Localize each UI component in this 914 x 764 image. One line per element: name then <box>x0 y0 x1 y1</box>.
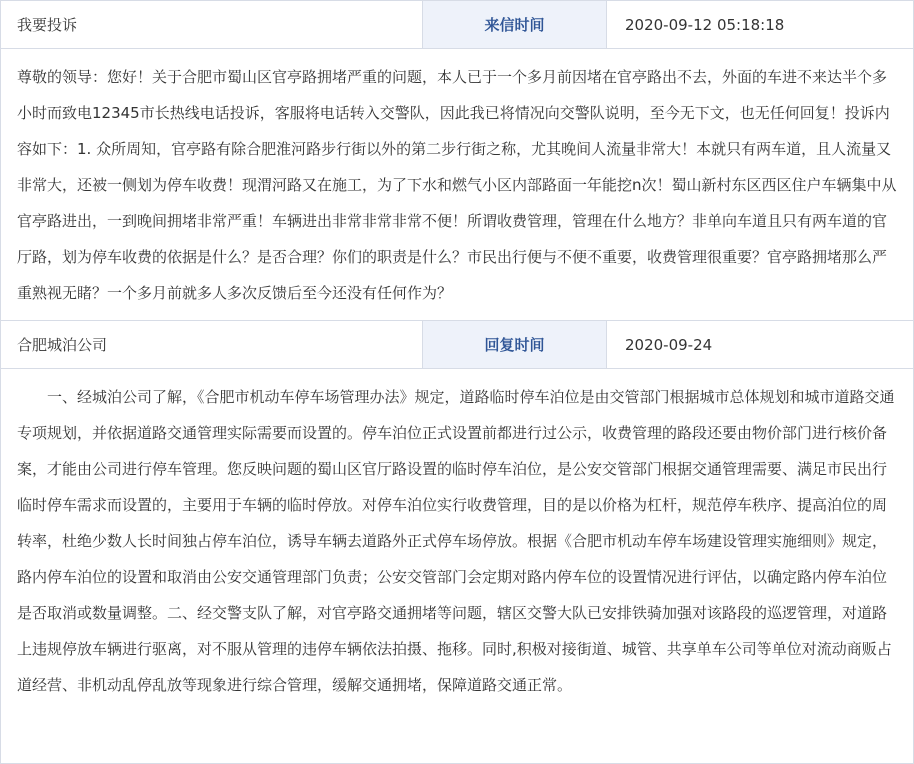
complaint-header-row <box>1 1 913 49</box>
reply-title: 合肥城泊公司 <box>1 321 423 368</box>
reply-time-label: 回复时间 <box>423 321 607 368</box>
complaint-title: 我要投诉 <box>1 1 423 48</box>
reply-content: 一、经城泊公司了解，《合肥市机动车停车场管理办法》规定，道路临时停车泊位是由交管部门根据城市总体规划和城市道路交通专项规划，并依据道路交通管理实际需要而设置的。停车泊位正式设置前都进行过公示，收费管理的路段还要由物价部门进行核价备案，才能由公司进行停车管理。您反映问题的蜀山区官厅路设置的临时停车泊位，是公安交管部门根据交通管理需要、满足市民出行临时停车需求而设置的，主要用于车辆的临时停放。对停车泊位实行收费管理，目的是以价格为杠杆，规范停车秩序、提高泊位的周转率，杜绝少数人长时间独占停车泊位，诱导车辆去道路外正式停车场停放。根据《合肥市机动车停车场建设管理实施细则》规定，路内停车泊位的设置和取消由公安交通管理部门负责；公安交管部门会定期对路内停车位的设置情况进行评估，以确定路内停车泊位是否取消或数量调整。二、经交警支队了解，对官亭路交通拥堵等问题，辖区交警大队已安排铁骑加强对该路段的巡逻管理，对道路上违规停放车辆进行驱离，对不服从管理的违停车辆依法拍摄、拖移。同时,积极对接街道、城管、共享单车公司等单位对流动商贩占道经营、非机动乱停乱放等现象进行综合管理，缓解交通拥堵，保障道路交通正常。 <box>17 388 895 694</box>
complaint-time-value: 2020-09-12 05:18:18 <box>625 15 785 34</box>
reply-header-row <box>1 321 913 369</box>
complaint-content: 尊敬的领导：您好！关于合肥市蜀山区官亭路拥堵严重的问题，本人已于一个多月前因堵在官亭路出不去，外面的车进不来达半个多小时而致电12345市长热线电话投诉，客服将电话转入交警队，因此我已将情况向交警队说明，至今无下文，也无任何回复！投诉内容如下：1. 众所周知，官亭路有除合肥淮河路步行街以外的第二步行街之称，尤其晚间人流量非常大！本就只有两车道，且人流量又非常大，还被一侧划为停车收费！现渭河路又在施工，为了下水和燃气小区内部路面一年能挖n次！蜀山新村东区西区住户车辆集中从官亭路进出，一到晚间拥堵非常严重！车辆进出非常非常非常不便！所谓收费管理，管理在什么地方？非单向车道且只有两车道的官厅路，划为停车收费的依据是什么？是否合理？你们的职责是什么？市民出行便与不便不重要，收费管理很重要？官亭路拥堵那么严重熟视无睹？一个多月前就多人多次反馈后至今还没有任何作为？ <box>1 49 913 321</box>
reply-time-value: 2020-09-24 <box>625 335 713 354</box>
complaint-time-label: 来信时间 <box>423 1 607 48</box>
